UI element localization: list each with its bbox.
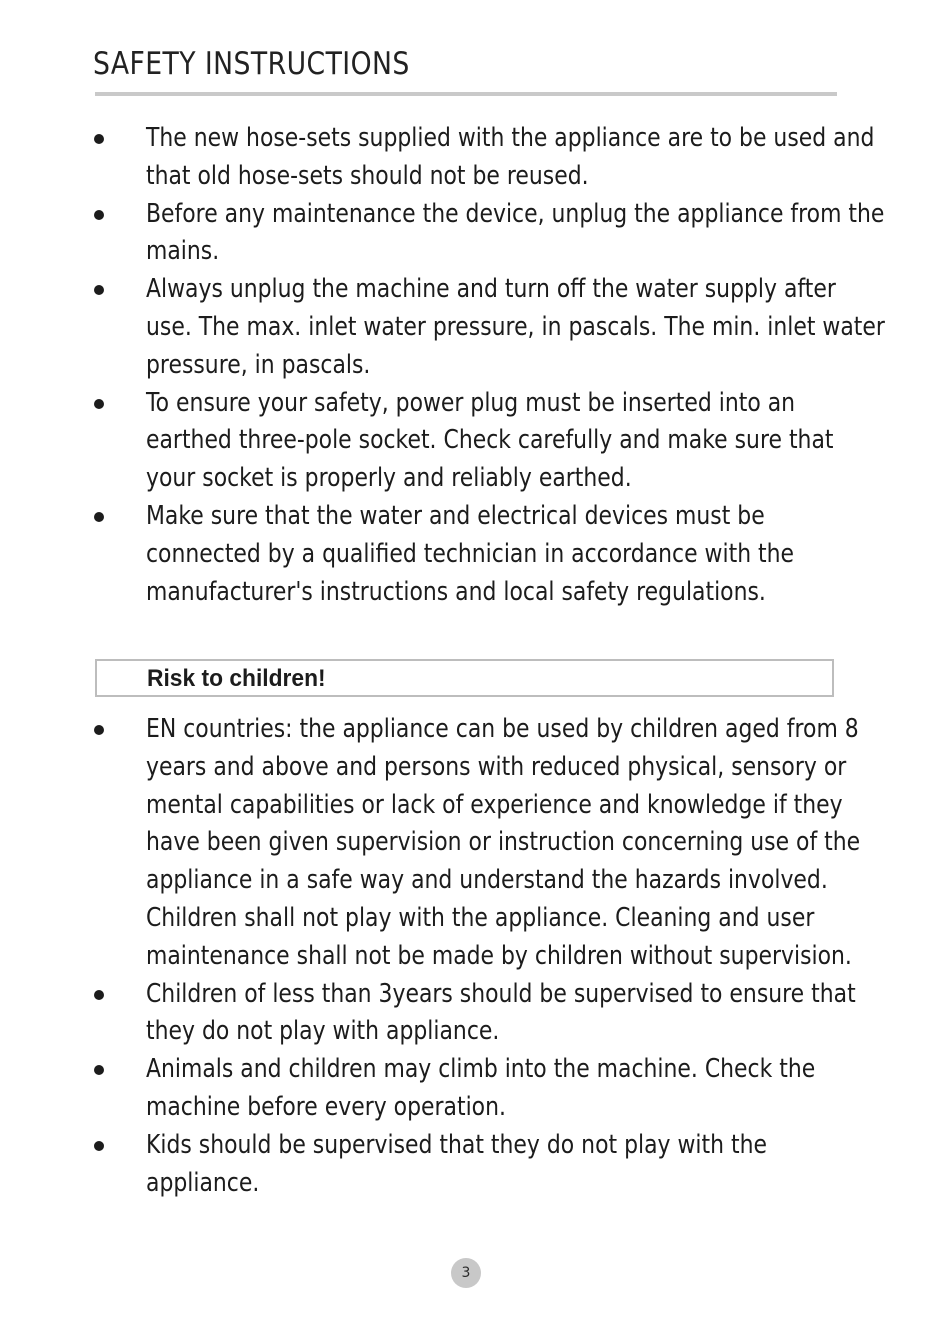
list-item [0,711,886,976]
list-item [0,1051,886,1127]
list-item-text: Animals and children may climb into the machine. Check the machine before every operation. [146,1054,816,1122]
list-item-text: Before any maintenance the device, unplug the appliance from the mains. [146,198,885,267]
list-item [0,1127,886,1203]
title-divider [95,92,837,96]
safety-list [0,120,932,611]
list-item [0,976,886,1052]
list-item-text: EN countries: the appliance can be used by children aged from 8 years and above and persons with reduced physical, sensory or mental capabilities or lack of experience and knowledge if they have been given supervision or instruction concerning use of the appliance in a safe way and understand the hazards involved. Children shall not play with the appliance. Cleaning and user maintenance shall not be made by children without supervision. [146,714,861,971]
list-item-text: To ensure your safety, power plug must be inserted into an earthed three-pole socket. Check carefully and make sure that your socket is properly and reliably earthed. [146,387,834,494]
list-item-text: Kids should be supervised that they do not play with the appliance. [146,1129,767,1198]
list-item-text: The new hose-sets supplied with the appliance are to be used and that old hose-sets should not be reused. [146,123,875,191]
children-safety-list [0,711,932,1202]
list-item [0,196,886,272]
bullet-icon [94,725,104,735]
list-item-text: Children of less than 3years should be supervised to ensure that they do not play with appliance. [146,978,856,1047]
page-number-badge: 3 [451,1258,481,1288]
bullet-icon [94,399,104,409]
bullet-icon [94,134,104,144]
list-item [0,498,886,611]
section-title: Risk to children! [147,665,326,692]
bullet-icon [94,210,104,220]
list-item [0,271,886,384]
list-item [0,120,886,196]
list-item-text: Make sure that the water and electrical devices must be connected by a qualified technician in accordance with the manufacturer's instructions and local safety regulations. [146,500,795,607]
bullet-icon [94,990,104,1000]
page-title: SAFETY INSTRUCTIONS [93,46,410,82]
bullet-icon [94,512,104,522]
bullet-icon [94,1065,104,1075]
list-item-text: Always unplug the machine and turn off the water supply after use. The max. inlet water pressure, in pascals. The min. inlet water pressure, in pascals. [146,274,885,380]
list-item [0,385,886,498]
bullet-icon [94,1141,104,1151]
risk-to-children-banner [95,659,834,697]
bullet-icon [94,285,104,295]
